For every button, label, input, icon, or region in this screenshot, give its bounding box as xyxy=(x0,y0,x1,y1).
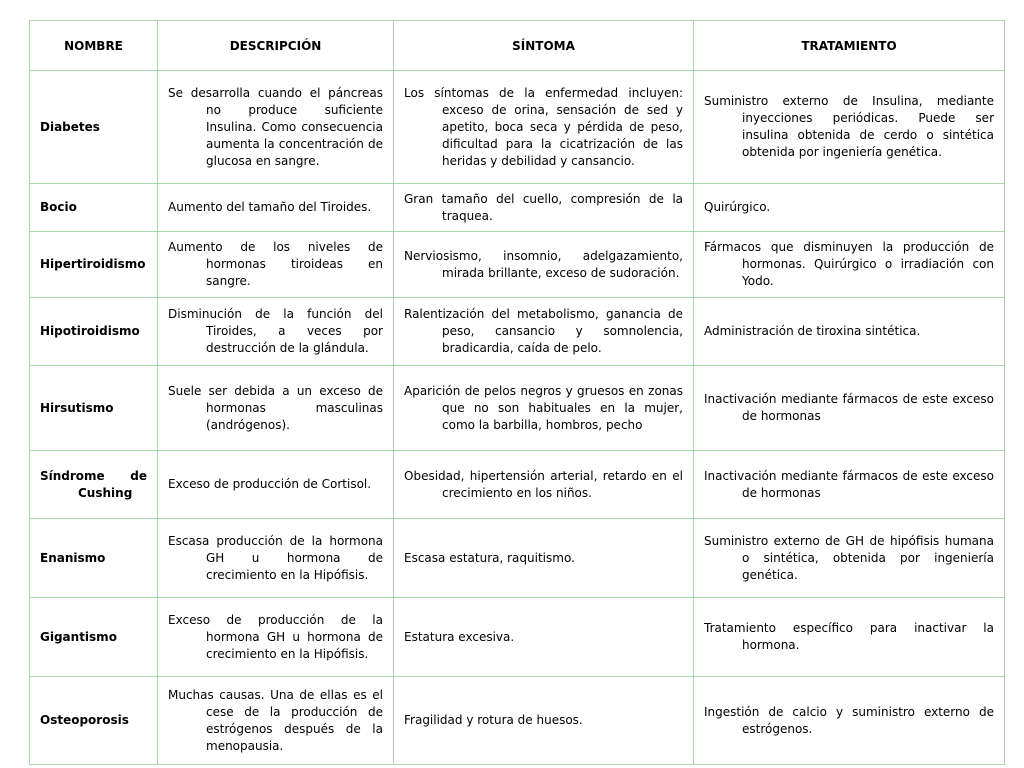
disease-name: Hirsutismo xyxy=(30,366,158,451)
disease-treatment: Ingestión de calcio y suministro externo de estrógenos. xyxy=(694,677,1005,765)
disease-symptom: Gran tamaño del cuello, compresión de la traquea. xyxy=(394,184,694,232)
disease-symptom: Aparición de pelos negros y gruesos en zonas que no son habituales en la mujer, como la barbilla, hombros, pecho xyxy=(394,366,694,451)
disease-symptom: Escasa estatura, raquitismo. xyxy=(394,519,694,598)
table-row xyxy=(30,451,1005,519)
disease-description: Suele ser debida a un exceso de hormonas masculinas (andrógenos). xyxy=(158,366,394,451)
disease-treatment: Suministro externo de GH de hipófisis humana o sintética, obtenida por ingeniería genética. xyxy=(694,519,1005,598)
disease-treatment: Inactivación mediante fármacos de este exceso de hormonas xyxy=(694,451,1005,519)
disease-symptom: Fragilidad y rotura de huesos. xyxy=(394,677,694,765)
disease-description: Aumento del tamaño del Tiroides. xyxy=(158,184,394,232)
disease-name: Diabetes xyxy=(30,71,158,184)
disease-symptom: Nerviosismo, insomnio, adelgazamiento, mirada brillante, exceso de sudoración. xyxy=(394,232,694,298)
table-row xyxy=(30,298,1005,366)
diseases-table xyxy=(29,20,1005,765)
disease-description: Escasa producción de la hormona GH u hormona de crecimiento en la Hipófisis. xyxy=(158,519,394,598)
table-row xyxy=(30,184,1005,232)
disease-description: Disminución de la función del Tiroides, a veces por destrucción de la glándula. xyxy=(158,298,394,366)
table-row xyxy=(30,677,1005,765)
disease-description: Exceso de producción de Cortisol. xyxy=(158,451,394,519)
disease-symptom: Obesidad, hipertensión arterial, retardo en el crecimiento en los niños. xyxy=(394,451,694,519)
table-row xyxy=(30,232,1005,298)
disease-name: Osteoporosis xyxy=(30,677,158,765)
disease-name: Enanismo xyxy=(30,519,158,598)
disease-symptom: Los síntomas de la enfermedad incluyen: exceso de orina, sensación de sed y apetito, boca seca y pérdida de peso, dificultad para la cicatrización de las heridas y debilidad y cansancio. xyxy=(394,71,694,184)
table-row xyxy=(30,598,1005,677)
disease-name: Síndrome de Cushing xyxy=(30,451,158,519)
header-sintoma: SÍNTOMA xyxy=(394,21,694,71)
disease-treatment: Fármacos que disminuyen la producción de hormonas. Quirúrgico o irradiación con Yodo. xyxy=(694,232,1005,298)
disease-description: Muchas causas. Una de ellas es el cese de la producción de estrógenos después de la menopausia. xyxy=(158,677,394,765)
disease-symptom: Estatura excesiva. xyxy=(394,598,694,677)
disease-treatment: Inactivación mediante fármacos de este exceso de hormonas xyxy=(694,366,1005,451)
disease-treatment: Quirúrgico. xyxy=(694,184,1005,232)
disease-description: Exceso de producción de la hormona GH u hormona de crecimiento en la Hipófisis. xyxy=(158,598,394,677)
disease-name: Hipotiroidismo xyxy=(30,298,158,366)
table-row xyxy=(30,71,1005,184)
disease-treatment: Tratamiento específico para inactivar la hormona. xyxy=(694,598,1005,677)
disease-description: Se desarrolla cuando el páncreas no produce suficiente Insulina. Como consecuencia aumenta la concentración de glucosa en sangre. xyxy=(158,71,394,184)
disease-symptom: Ralentización del metabolismo, ganancia de peso, cansancio y somnolencia, bradicardia, caída de pelo. xyxy=(394,298,694,366)
disease-treatment: Suministro externo de Insulina, mediante inyecciones periódicas. Puede ser insulina obtenida de cerdo o sintética obtenida por ingeniería genética. xyxy=(694,71,1005,184)
header-row xyxy=(30,21,1005,71)
disease-name: Gigantismo xyxy=(30,598,158,677)
header-tratamiento: TRATAMIENTO xyxy=(694,21,1005,71)
disease-treatment: Administración de tiroxina sintética. xyxy=(694,298,1005,366)
header-descripcion: DESCRIPCIÓN xyxy=(158,21,394,71)
disease-description: Aumento de los niveles de hormonas tiroideas en sangre. xyxy=(158,232,394,298)
disease-name: Bocio xyxy=(30,184,158,232)
header-nombre: NOMBRE xyxy=(30,21,158,71)
table-row xyxy=(30,366,1005,451)
table-row xyxy=(30,519,1005,598)
disease-name: Hipertiroidismo xyxy=(30,232,158,298)
